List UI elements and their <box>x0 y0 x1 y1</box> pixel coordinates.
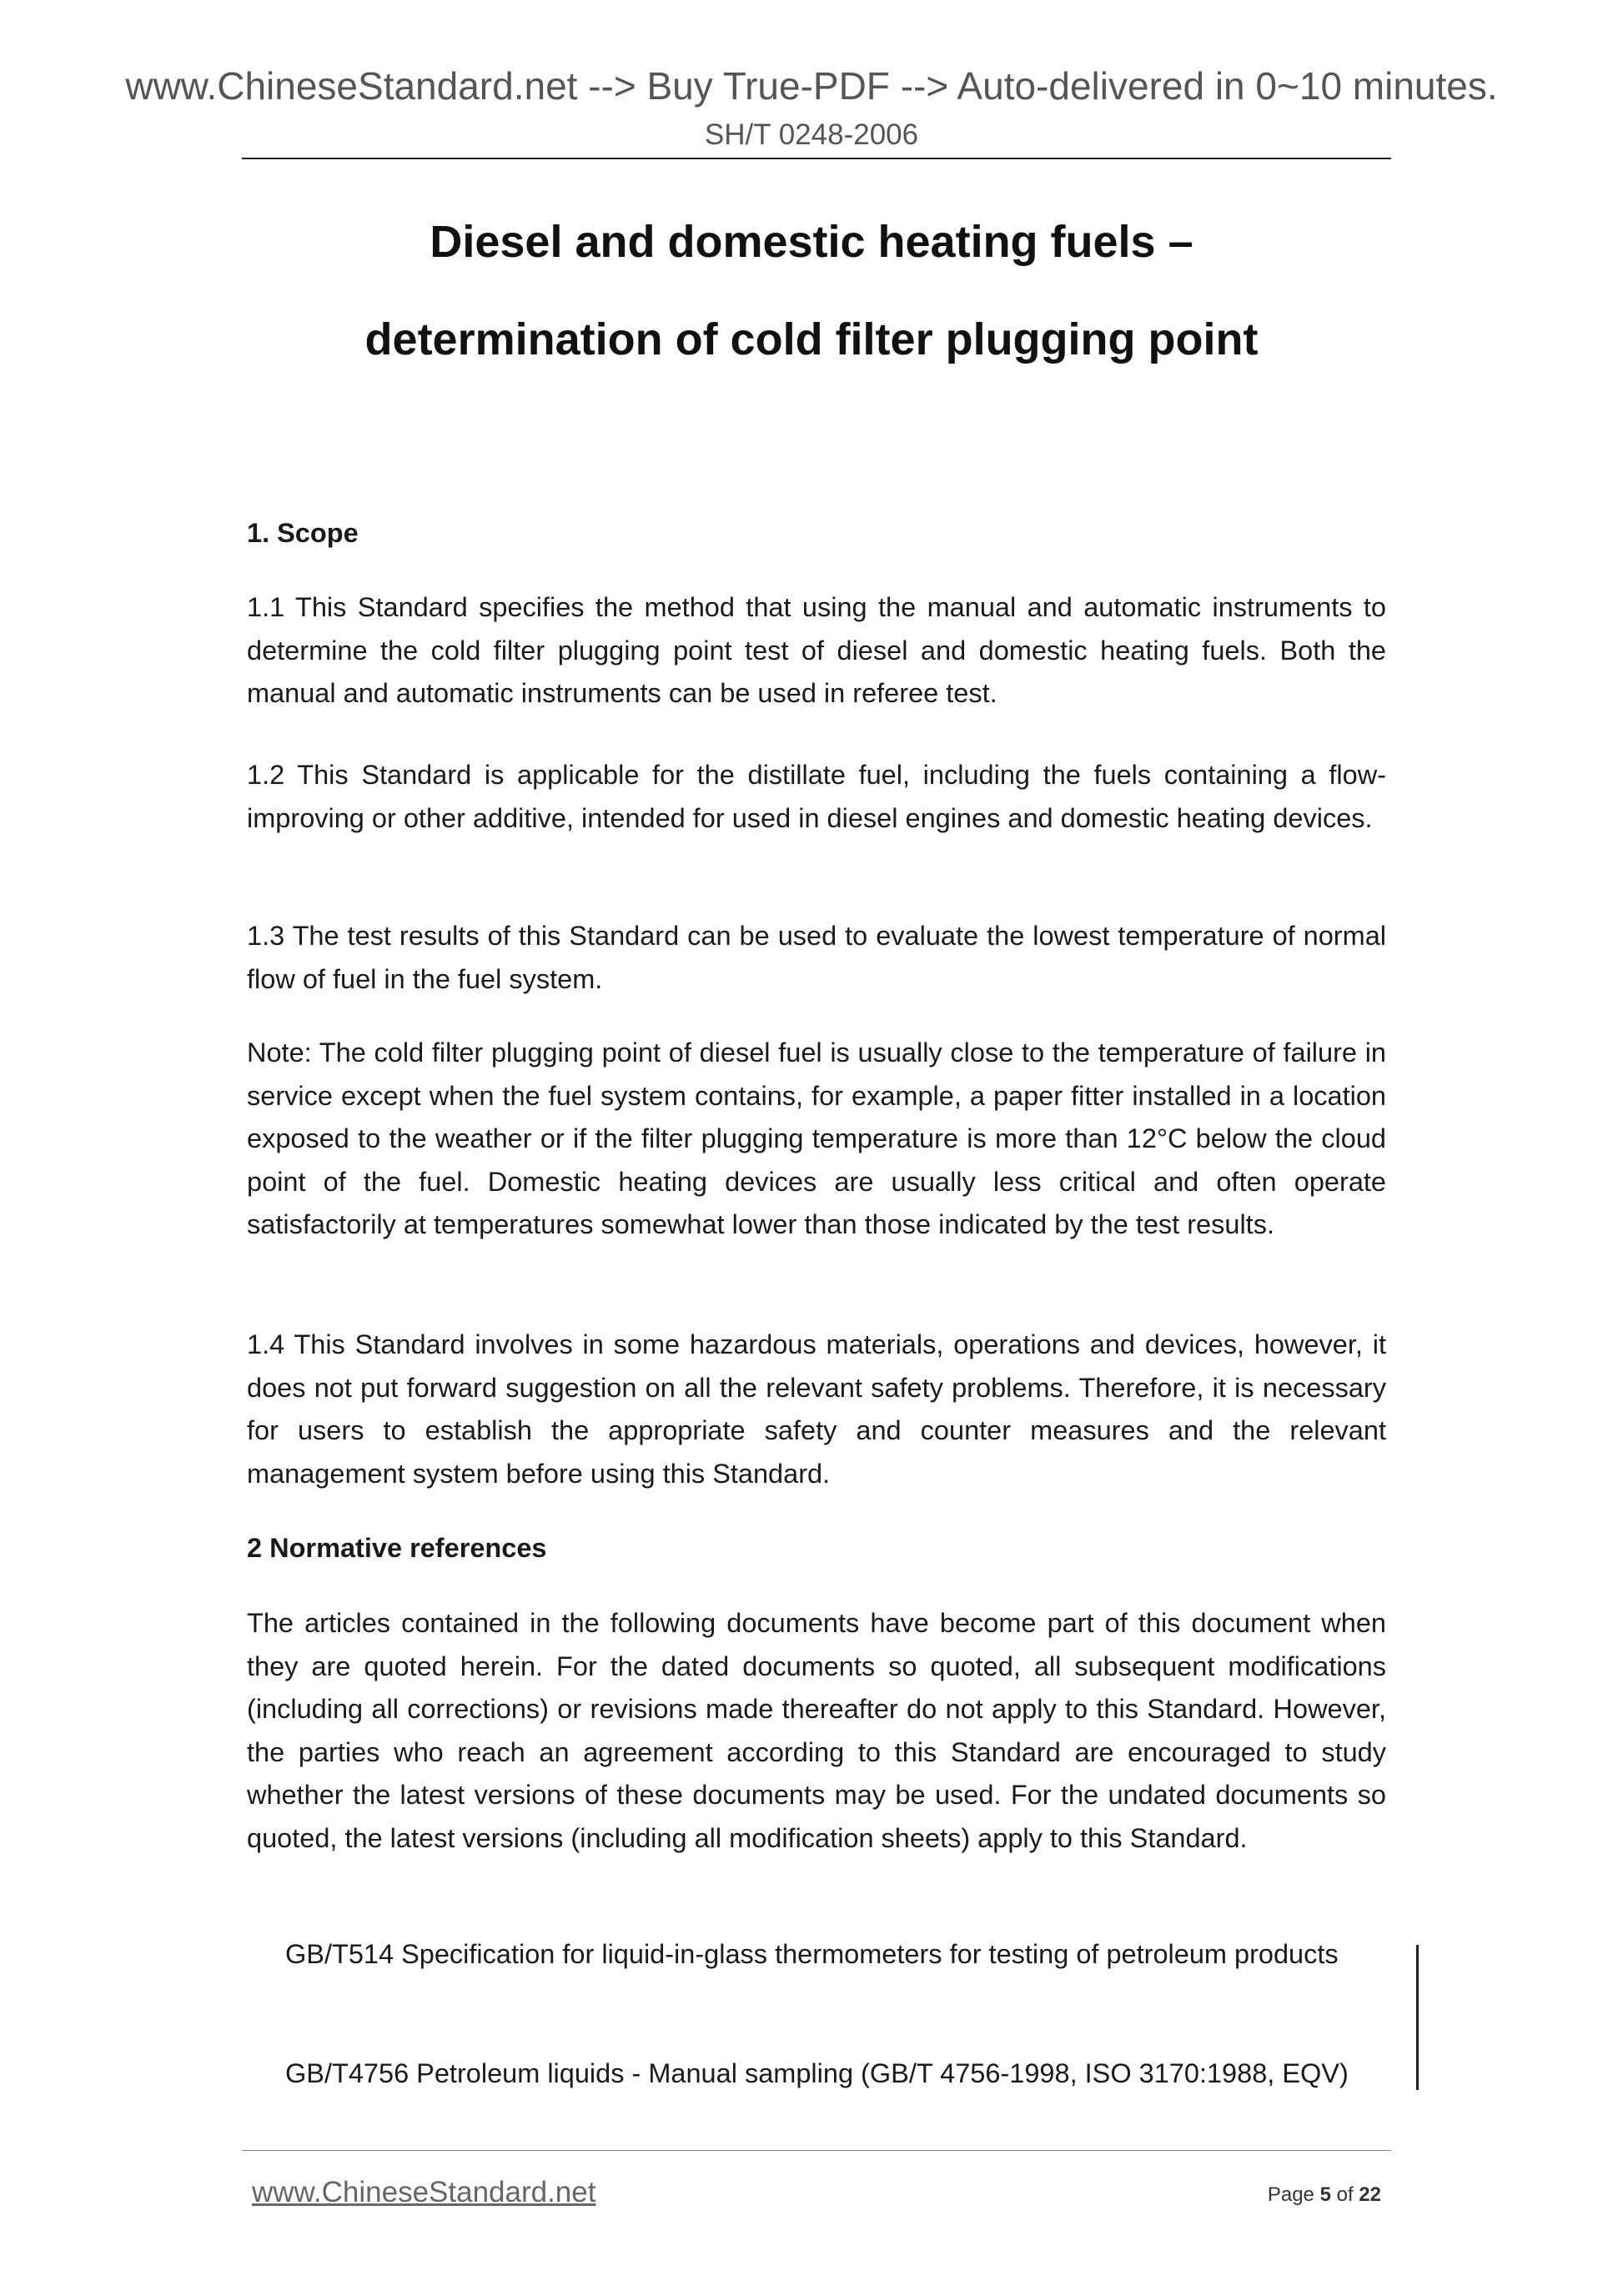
paragraph-1-2: 1.2 This Standard is applicable for the distillate fuel, including the fuels containing a flow-improving or other additive, intended for used in diesel engines and domestic heating devices. <box>247 760 1386 833</box>
page-of: of <box>1336 2183 1354 2206</box>
scope-heading: 1. Scope <box>247 518 359 548</box>
revision-margin-bar <box>1416 1945 1419 2090</box>
footer-website-link[interactable]: www.ChineseStandard.net <box>252 2176 596 2208</box>
page-word: Page <box>1267 2183 1314 2206</box>
paragraph-1-4: 1.4 This Standard involves in some hazardous materials, operations and devices, however, it does not put forward suggestion on all the relevant safety problems. Therefore, it is necessary for users to establish the appropriate safety and counter measures and the relevant management system before using this Standard. <box>247 1329 1386 1489</box>
document-title-line-1: Diesel and domestic heating fuels – <box>430 217 1193 267</box>
page-total: 22 <box>1359 2183 1381 2206</box>
normative-references-heading: 2 Normative references <box>247 1533 547 1563</box>
scope-note: Note: The cold filter plugging point of diesel fuel is usually close to the temperature of failure in service except when the fuel system contains, for example, a paper fitter installed in a location exposed to the weather or if the filter plugging temperature is more than 12°C below the cloud point of the fuel. Domestic heating devices are usually less critical and often operate satisfactorily at temperatures somewhat lower than those indicated by the test results. <box>247 1037 1386 1239</box>
page-header-banner: www.ChineseStandard.net --> Buy True-PDF --> Auto-delivered in 0~10 minutes. <box>125 64 1498 108</box>
references-intro: The articles contained in the following documents have become part of this document when they are quoted herein. For the dated documents so quoted, all subsequent modifications (including all corrections) or revisions made thereafter do not apply to this Standard. However, the parties who reach an agreement according to this Standard are encouraged to study whether the latest versions of these documents may be used. For the undated documents so quoted, the latest versions (including all modification sheets) apply to this Standard. <box>247 1608 1386 1853</box>
reference-item: GB/T514 Specification for liquid-in-glass thermometers for testing of petroleum products <box>285 1939 1339 1969</box>
page-current: 5 <box>1319 2183 1331 2206</box>
document-title-line-2: determination of cold filter plugging point <box>364 314 1259 364</box>
footer-divider <box>242 2150 1391 2151</box>
paragraph-1-1: 1.1 This Standard specifies the method that using the manual and automatic instruments to determine the cold filter plugging point test of diesel and domestic heating fuels. Both the manual and automatic instruments can be used in referee test. <box>247 592 1386 708</box>
paragraph-1-3: 1.3 The test results of this Standard can be used to evaluate the lowest temperature of normal flow of fuel in the fuel system. <box>247 921 1386 994</box>
standard-code: SH/T 0248-2006 <box>704 118 919 151</box>
header-divider <box>242 158 1391 159</box>
reference-item: GB/T4756 Petroleum liquids - Manual sampling (GB/T 4756-1998, ISO 3170:1988, EQV) <box>285 2058 1349 2088</box>
page-number <box>1268 2183 1381 2208</box>
